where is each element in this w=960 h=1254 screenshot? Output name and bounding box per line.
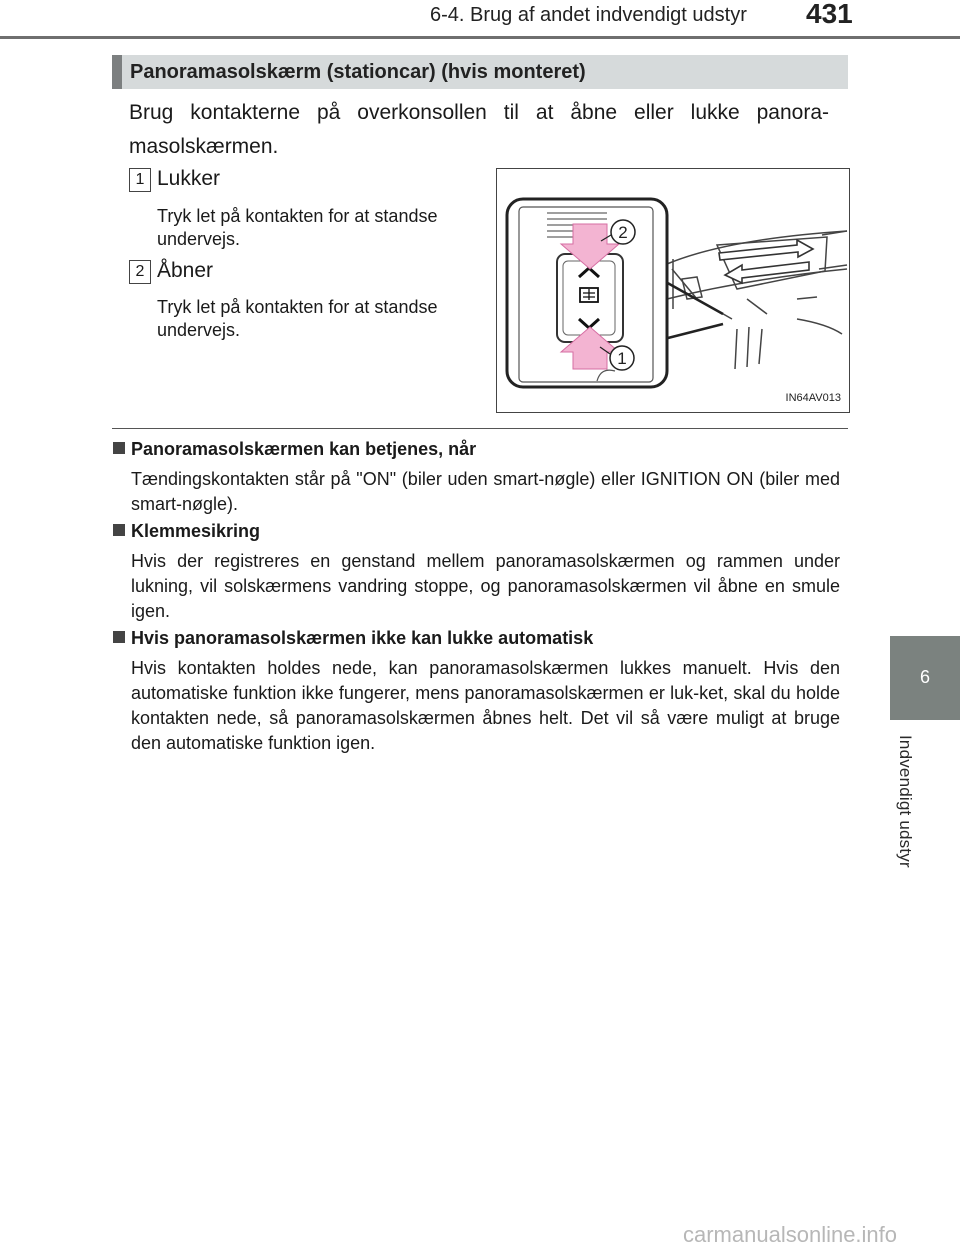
chapter-label: Indvendigt udstyr [896, 735, 915, 868]
note-title-2 [113, 521, 260, 542]
section-title: Panoramasolskærm (stationcar) (hvis monteret) [130, 61, 586, 83]
chapter-tab[interactable] [890, 636, 960, 720]
section-intro: Brug kontakterne på overkonsollen til at åbne eller lukke panora-masolskærmen. [129, 101, 829, 158]
note-title-1 [113, 439, 476, 460]
page-number: 431 [806, 0, 853, 29]
note-title-text-1: Panoramasolskærmen kan betjenes, når [131, 439, 477, 459]
callout-2-label: 2 [618, 223, 628, 242]
note-title-text-3: Hvis panoramasolskærmen ikke kan lukke automatisk [131, 628, 594, 648]
item-title-1: Lukker [157, 167, 221, 190]
note-body-3: Hvis kontakten holdes nede, kan panoramasolskærmen lukkes manuelt. Hvis den automatiske funktion ikke fungerer, mens panoramasolskærmen er luk-ket, skal du holde kontakten nede, så panoramasolskærmen åbnes helt. Det vil så være muligt at bruge den automatiske funktion igen. [131, 658, 840, 753]
section-header-bar [112, 55, 122, 89]
chapter-number: 6 [919, 667, 930, 687]
item-description-2: Tryk let på kontakten for at standse undervejs. [157, 297, 438, 340]
note-title-text-2: Klemmesikring [131, 521, 261, 541]
section-divider [112, 428, 848, 429]
watermark-link[interactable]: carmanualsonline.info [683, 1222, 898, 1247]
item-number-1: 1 [129, 168, 151, 192]
bullet-square-icon [113, 442, 125, 454]
callout-1-label: 1 [617, 349, 627, 368]
bullet-square-icon [113, 524, 125, 536]
switch-illustration [496, 168, 850, 413]
header-rule [0, 36, 960, 39]
note-title-3 [113, 628, 593, 649]
bullet-square-icon [113, 631, 125, 643]
running-head: 6-4. Brug af andet indvendigt udstyr [430, 4, 747, 26]
note-body-1: Tændingskontakten står på "ON" (biler uden smart-nøgle) eller IGNITION ON (biler med smart-nøgle). [131, 469, 840, 514]
item-title-2: Åbner [157, 259, 214, 282]
item-description-1: Tryk let på kontakten for at standse undervejs. [157, 206, 438, 249]
note-body-2: Hvis der registreres en genstand mellem panoramasolskærmen og rammen under lukning, vil solskærmens vandring stoppe, og panoramasolskærmen vil åbne en smule igen. [131, 551, 840, 621]
illustration-drawing [497, 169, 849, 412]
item-number-2: 2 [129, 260, 151, 284]
section-header [112, 55, 848, 89]
figure-code: IN64AV013 [785, 392, 841, 404]
